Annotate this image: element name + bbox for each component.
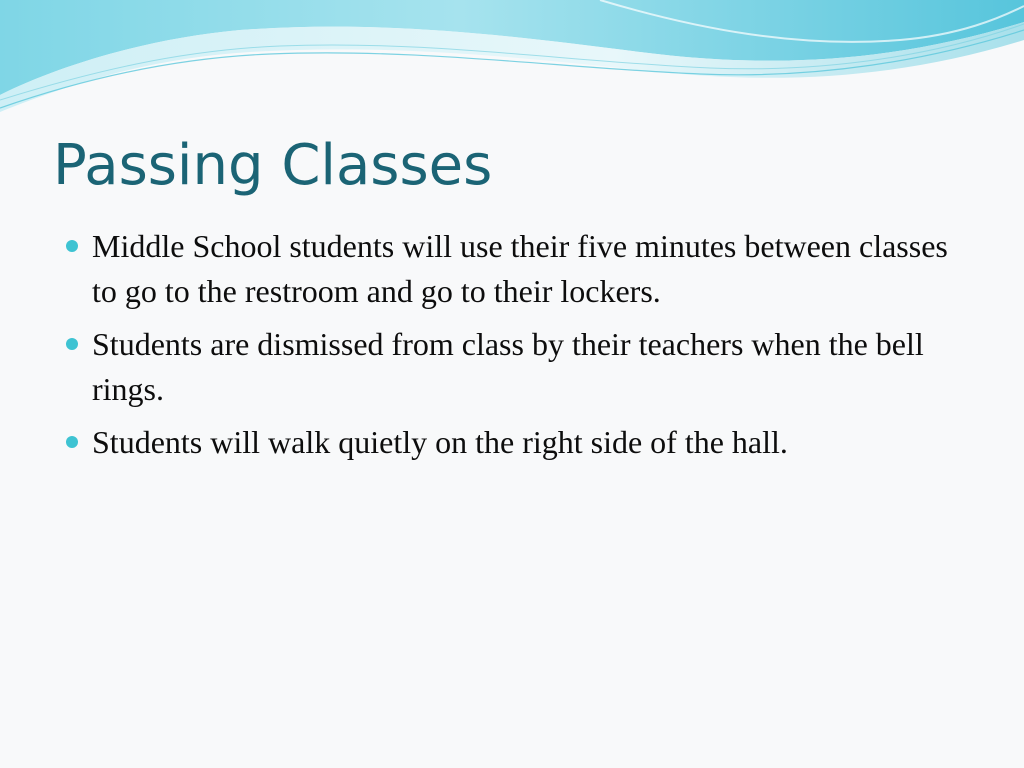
bullet-text: Students will walk quietly on the right side of the hall. <box>92 424 788 460</box>
bullet-item <box>64 322 954 411</box>
bullet-item <box>64 420 954 465</box>
slide-title: Passing Classes <box>53 133 493 198</box>
bullet-marker-icon <box>66 338 78 350</box>
bullet-list <box>64 224 954 474</box>
bullet-text: Students are dismissed from class by their teachers when the bell rings. <box>92 326 924 407</box>
bullet-marker-icon <box>66 240 78 252</box>
bullet-text: Middle School students will use their five minutes between classes to go to the restroom and go to their lockers. <box>92 228 948 309</box>
bullet-marker-icon <box>66 436 78 448</box>
bullet-item <box>64 224 954 313</box>
wave-header-decoration <box>0 0 1024 130</box>
